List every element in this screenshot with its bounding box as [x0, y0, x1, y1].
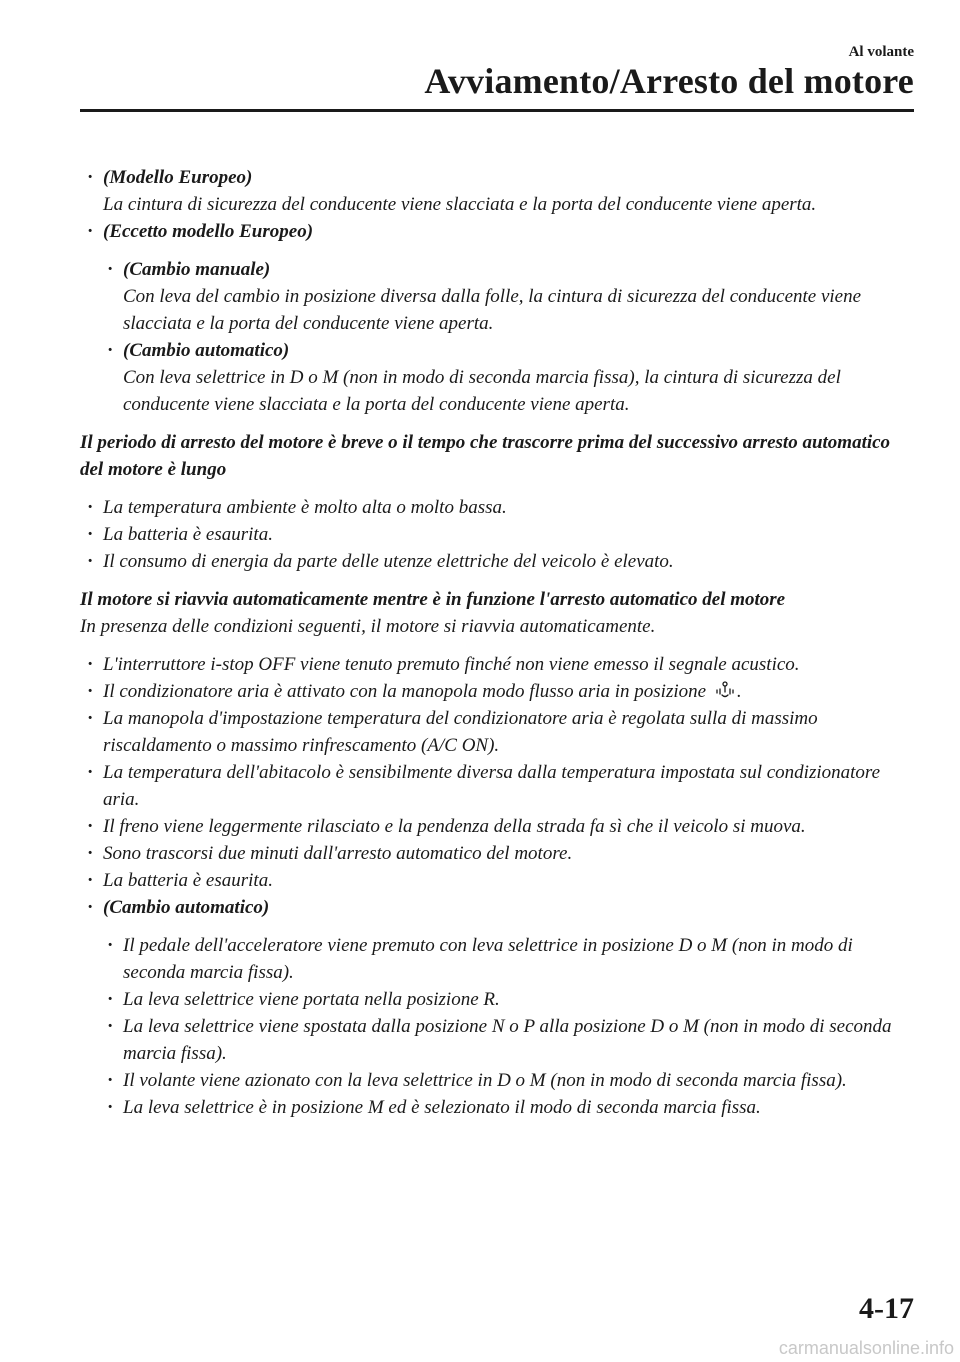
restart-item-automatic [80, 894, 916, 921]
restart-item: · La temperatura dell'abitacolo è sensibilmente diversa dalla temperatura impostata sul condizionatore aria. [80, 759, 916, 813]
restart-item-text: Il condizionatore aria è attivato con la manopola modo flusso aria in posizione [103, 681, 707, 702]
face-vent-icon [713, 681, 737, 699]
manual-label: (Cambio manuale) [123, 259, 271, 280]
automatic-text: Con leva selettrice in D o M (non in modo di seconda marcia fissa), la cintura di sicurezza del conducente viene slacciata e la porta del conducente viene aperta. [123, 367, 841, 415]
restart-item: · La batteria è esaurita. [80, 867, 916, 894]
short-stop-item: · Il consumo di energia da parte delle utenze elettriche del veicolo è elevato. [80, 548, 916, 575]
manual-text: Con leva del cambio in posizione diversa dalla folle, la cintura di sicurezza del conducente viene slacciata e la porta del conducente viene aperta. [123, 286, 862, 334]
page-title: Avviamento/Arresto del motore [424, 61, 914, 101]
list-item-european [80, 164, 916, 218]
automatic-item: · La leva selettrice è in posizione M ed è selezionato il modo di seconda marcia fissa. [100, 1094, 916, 1121]
automatic-item: · Il volante viene azionato con la leva selettrice in D o M (non in modo di seconda marcia fissa). [100, 1067, 916, 1094]
section-label: Al volante [848, 44, 914, 60]
restart-intro: In presenza delle condizioni seguenti, il motore si riavvia automaticamente. [80, 616, 656, 637]
short-stop-heading: Il periodo di arresto del motore è breve o il tempo che trascorre prima del successivo arresto automatico del motore è lungo [80, 432, 891, 480]
list-item-manual [100, 256, 916, 337]
automatic-item: · La leva selettrice viene portata nella posizione R. [100, 986, 916, 1013]
restart-item: · L'interruttore i-stop OFF viene tenuto premuto finché non viene emesso il segnale acustico. [80, 651, 916, 678]
short-stop-item: · La temperatura ambiente è molto alta o molto bassa. [80, 494, 916, 521]
european-text: La cintura di sicurezza del conducente viene slacciata e la porta del conducente viene aperta. [103, 194, 817, 215]
restart-item: · La manopola d'impostazione temperatura del condizionatore aria è regolata sulla di massimo riscaldamento o massimo rinfrescamento (A/C ON). [80, 705, 916, 759]
restart-automatic-label: (Cambio automatico) [103, 897, 270, 918]
list-item-automatic [100, 337, 916, 418]
automatic-item: · La leva selettrice viene spostata dalla posizione N o P alla posizione D o M (non in modo di seconda marcia fissa). [100, 1013, 916, 1067]
restart-heading: Il motore si riavvia automaticamente mentre è in funzione l'arresto automatico del motore [80, 589, 786, 610]
restart-item: · Sono trascorsi due minuti dall'arresto automatico del motore. [80, 840, 916, 867]
non-european-label: (Eccetto modello Europeo) [103, 221, 314, 242]
automatic-item: · Il pedale dell'acceleratore viene premuto con leva selettrice in posizione D o M (non in modo di seconda marcia fissa). [100, 932, 916, 986]
page-number: 4-17 [859, 1292, 914, 1325]
european-label: (Modello Europeo) [103, 167, 253, 188]
restart-item: · Il freno viene leggermente rilasciato e la pendenza della strada fa sì che il veicolo si muova. [80, 813, 916, 840]
restart-item-vent [80, 678, 916, 705]
page-content [80, 164, 916, 1121]
short-stop-item: · La batteria è esaurita. [80, 521, 916, 548]
vent-item-suffix: . [736, 681, 742, 702]
automatic-label: (Cambio automatico) [123, 340, 290, 361]
list-item-non-european [80, 218, 916, 245]
title-rule [80, 109, 914, 112]
watermark: carmanualsonline.info [778, 1338, 954, 1358]
